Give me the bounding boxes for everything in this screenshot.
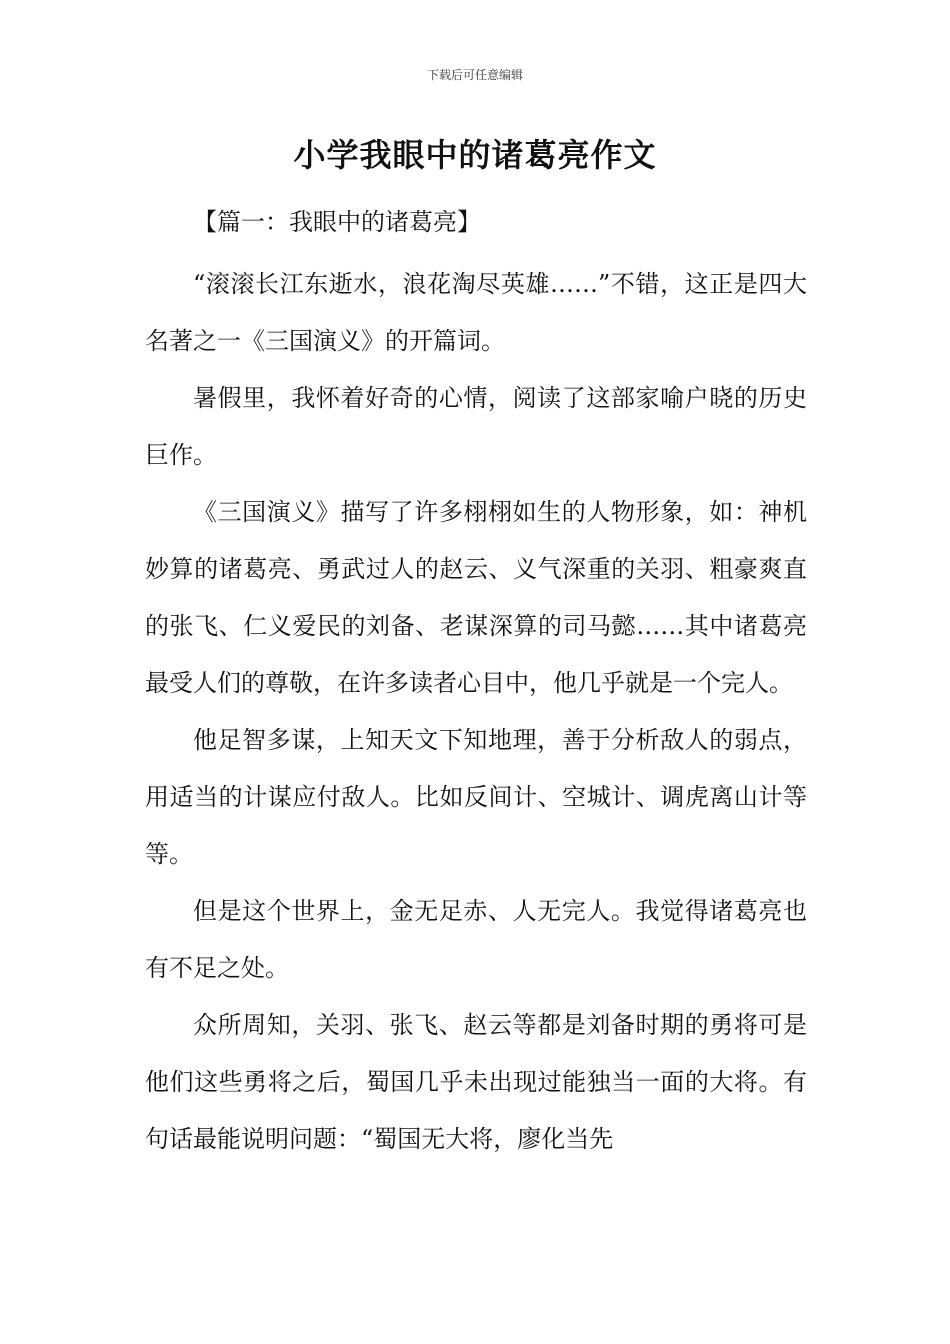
paragraph: “滚滚长江东逝水，浪花淘尽英雄……”不错，这正是四大名著之一《三国演义》的开篇词。	[145, 270, 807, 355]
paragraph: 《三国演义》描写了许多栩栩如生的人物形象，如：神机妙算的诸葛亮、勇武过人的赵云、义气深重的关羽、粗豪爽直的张飞、仁义爱民的刘备、老谋深算的司马懿……其中诸葛亮最受人们的尊敬，在许多读者心目中，他几乎就是一个完人。	[145, 498, 807, 697]
paragraph: 众所周知，关羽、张飞、赵云等都是刘备时期的勇将可是他们这些勇将之后，蜀国几乎未出现过能独当一面的大将。有句话最能说明问题：“蜀国无大将，廖化当先	[145, 1011, 807, 1153]
section-heading: 【篇一：我眼中的诸葛亮】	[193, 208, 481, 236]
paragraph: 他足智多谋，上知天文下知地理，善于分析敌人的弱点，用适当的计谋应付敌人。比如反间计、空城计、调虎离山计等等。	[145, 726, 807, 868]
document-body	[145, 200, 807, 1168]
header-note: 下载后可任意编辑	[426, 68, 523, 82]
paragraph: 但是这个世界上，金无足赤、人无完人。我觉得诸葛亮也有不足之处。	[145, 897, 807, 982]
document-title: 小学我眼中的诸葛亮作文	[293, 136, 657, 174]
paragraph: 暑假里，我怀着好奇的心情，阅读了这部家喻户晓的历史巨作。	[145, 384, 807, 469]
